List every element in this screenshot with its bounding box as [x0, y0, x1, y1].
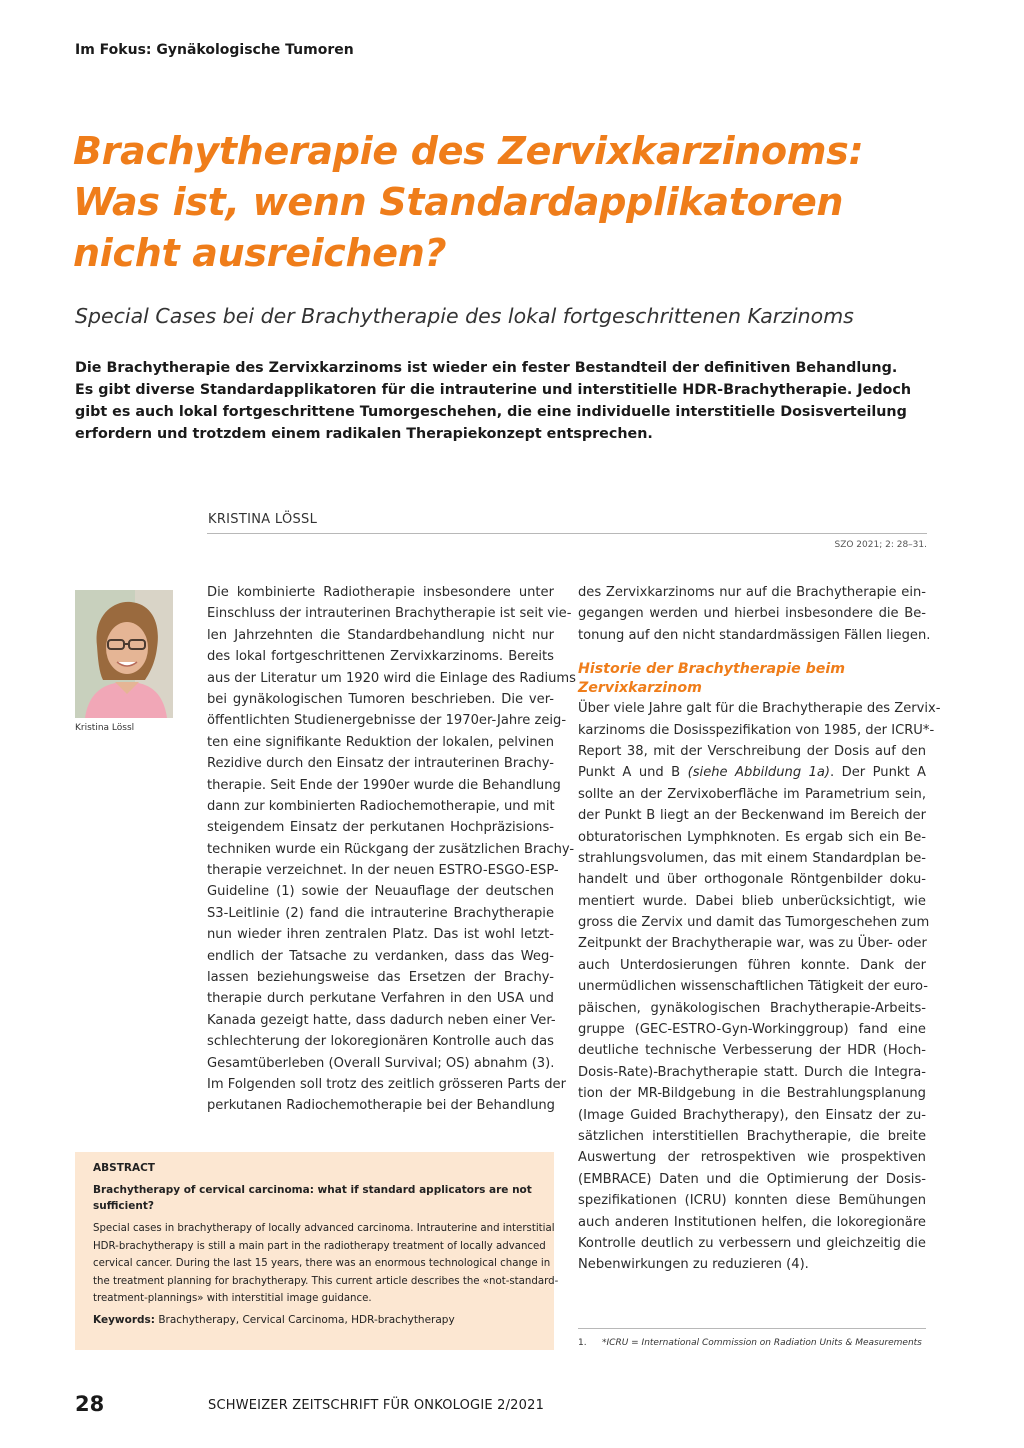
lead-line: Die Brachytherapie des Zervixkarzinoms ist wieder ein fester Bestandteil der definitiven Behandlung. [75, 360, 898, 376]
text-line: Einschluss der intrauterinen Brachytherapie ist seit vie- [207, 606, 572, 622]
text-line: endlich der Tatsache zu verdanken, dass das Weg- [207, 948, 554, 964]
section-heading: Historie der Brachytherapie beim [578, 661, 846, 678]
text-line: strahlungsvolumen, das mit einem Standardplan be- [578, 850, 926, 866]
abstract-body [93, 1220, 559, 1308]
abstract-line: HDR-brachytherapy is still a main part in the radiotherapy treatment of locally advanced [93, 1240, 546, 1252]
article-title [73, 126, 953, 279]
text-line: handelt und über orthogonale Röntgenbilder doku- [578, 872, 926, 888]
citation: SZO 2021; 2: 28–31. [834, 540, 927, 550]
text-line: therapie durch perkutane Verfahren in den USA und [207, 991, 554, 1007]
paragraph-gap [578, 646, 926, 660]
abstract-keywords [93, 1314, 536, 1326]
text-line: öffentlichten Studienergebnisse der 1970er-Jahre zeig- [207, 713, 567, 729]
body-column-1 [207, 582, 576, 1117]
abstract-line: the treatment planning for brachytherapy. This current article describes the «not-standard- [93, 1275, 559, 1287]
body-column-2 [578, 582, 941, 1276]
text-line: Report 38, mit der Verschreibung der Dosis auf den [578, 743, 926, 759]
text-line: techniken wurde ein Rückgang der zusätzlichen Brachy- [207, 841, 575, 857]
text-line: auch anderen Institutionen helfen, die lokoregionäre [578, 1214, 926, 1230]
text-line: lassen beziehungsweise das Ersetzen der Brachy- [207, 970, 554, 986]
text-line: ten eine signifikante Reduktion der lokalen, pelvinen [207, 734, 554, 750]
text-line: tion der MR-Bildgebung in die Bestrahlungsplanung [578, 1086, 926, 1102]
text-line: spezifikationen (ICRU) konnten diese Bemühungen [578, 1193, 926, 1209]
abstract-line: cervical cancer. During the last 15 years, there was an enormous technological change in [93, 1258, 551, 1270]
page-number: 28 [75, 1392, 105, 1416]
text-line: dann zur kombinierten Radiochemotherapie, und mit [207, 798, 555, 814]
figure-reference[interactable]: (siehe Abbildung 1a) [687, 765, 831, 781]
keywords-label: Keywords: [93, 1313, 155, 1326]
author-photo [75, 590, 173, 718]
abstract-title [93, 1182, 536, 1214]
title-line: Brachytherapie des Zervixkarzinoms: [73, 129, 864, 173]
lead-line: Es gibt diverse Standardapplikatoren für die intrauterine und interstitielle HDR-Brachytherapie. Jedoch [75, 382, 912, 398]
keywords-list: Brachytherapy, Cervical Carcinoma, HDR-brachytherapy [154, 1313, 455, 1326]
text-line: Im Folgenden soll trotz des zeitlich grösseren Parts der [207, 1076, 566, 1092]
photo-caption: Kristina Lössl [75, 723, 135, 733]
lead-line: gibt es auch lokal fortgeschrittene Tumorgeschehen, die eine individuelle interstitielle Dosisverteilung [75, 404, 907, 420]
footnote-divider [578, 1328, 926, 1329]
text-line: des Zervixkarzinoms nur auf die Brachytherapie ein- [578, 585, 926, 600]
text-line: Kanada gezeigt hatte, dass dadurch neben einer Ver- [207, 1012, 556, 1028]
text-line: aus der Literatur um 1920 wird die Einlage des Radiums [207, 670, 576, 686]
section-heading: Zervixkarzinom [578, 680, 702, 697]
text-line: des lokal fortgeschrittenen Zervixkarzinoms. Bereits [207, 649, 554, 665]
text-line: Zeitpunkt der Brachytherapie war, was zu Über- oder [578, 936, 927, 952]
text-line: nun wieder ihren zentralen Platz. Das ist wohl letzt- [207, 927, 554, 943]
text-line: therapie. Seit Ende der 1990er wurde die Behandlung [207, 777, 561, 793]
text-line: Kontrolle deutlich zu verbessern und gleichzeitig die [578, 1235, 926, 1251]
abstract-box [75, 1152, 559, 1350]
text-line: Guideline (1) sowie der Neuauflage der deutschen [207, 884, 554, 900]
text-line: schlechterung der lokoregionären Kontrolle auch das [207, 1034, 554, 1050]
text-line: S3-Leitlinie (2) fand die intrauterine Brachytherapie [207, 905, 554, 921]
text-line: sollte an der Zervixoberfläche im Parametrium sein, [578, 786, 926, 802]
footnote [578, 1338, 922, 1348]
title-line: Was ist, wenn Standardapplikatoren [73, 180, 844, 224]
lead-paragraph [75, 357, 935, 445]
text-line: Rezidive durch den Einsatz der intrauterinen Brachy- [207, 756, 554, 772]
abstract-title-line: Brachytherapy of cervical carcinoma: what if standard applicators are not [93, 1184, 532, 1196]
article-subtitle: Special Cases bei der Brachytherapie des lokal fortgeschrittenen Karzinoms [75, 304, 854, 328]
text-line: deutliche technische Verbesserung der HDR (Hoch- [578, 1043, 926, 1059]
text-line: therapie verzeichnet. In der neuen ESTRO-ESGO-ESP- [207, 863, 559, 879]
text-line: päischen, gynäkologischen Brachytherapie-Arbeits- [578, 1000, 926, 1016]
footnote-text: *ICRU = International Commission on Radiation Units & Measurements [602, 1338, 922, 1348]
text-line: der Punkt B liegt an der Beckenwand im Bereich der [578, 808, 926, 824]
abstract-heading: ABSTRACT [93, 1162, 155, 1174]
author-divider [207, 533, 927, 534]
section-label: Im Fokus: Gynäkologische Tumoren [75, 42, 354, 58]
text-line: karzinoms die Dosisspezifikation von 1985, der ICRU*- [578, 722, 935, 738]
text-line: sätzlichen interstitiellen Brachytherapie, die breite [578, 1128, 926, 1144]
text-fragment: Punkt A und B [578, 765, 681, 781]
abstract-line: Special cases in brachytherapy of locally advanced carcinoma. Intrauterine and interstitial [93, 1223, 555, 1234]
text-line: gegangen werden und hierbei insbesondere die Be- [578, 606, 926, 622]
text-line: Die kombinierte Radiotherapie insbesondere unter [207, 585, 554, 600]
author-portrait-image [75, 590, 173, 718]
text-line: Gesamtüberleben (Overall Survival; OS) abnahm (3). [207, 1055, 555, 1071]
text-line: len Jahrzehnten die Standardbehandlung nicht nur [207, 627, 554, 643]
text-line: (Image Guided Brachytherapy), den Einsatz der zu- [578, 1107, 926, 1123]
text-line: (EMBRACE) Daten und die Optimierung der Dosis- [578, 1171, 926, 1187]
text-line: gross die Zervix und damit das Tumorgeschehen zum [578, 915, 930, 931]
text-line: unermüdlichen wissenschaftlichen Tätigkeit der euro- [578, 979, 928, 995]
lead-line: erfordern und trotzdem einem radikalen Therapiekonzept entsprechen. [75, 426, 653, 442]
text-line: bei gynäkologischen Tumoren beschrieben. Die ver- [207, 691, 554, 707]
text-line: Nebenwirkungen zu reduzieren (4). [578, 1257, 809, 1273]
text-line: gruppe (GEC-ESTRO-Gyn-Workinggroup) fand eine [578, 1022, 926, 1038]
text-line: Über viele Jahre galt für die Brachytherapie des Zervix- [578, 701, 941, 717]
text-line: tonung auf den nicht standardmässigen Fällen liegen. [578, 627, 931, 643]
journal-name: SCHWEIZER ZEITSCHRIFT FÜR ONKOLOGIE 2/2021 [208, 1398, 545, 1413]
text-line: obturatorischen Lymphknoten. Es ergab sich ein Be- [578, 829, 926, 845]
text-line: auch Unterdosierungen führen konnte. Dank der [578, 957, 926, 973]
abstract-line: treatment-plannings» with interstitial image guidance. [93, 1293, 372, 1305]
abstract-title-line: sufficient? [93, 1200, 154, 1212]
text-line: Dosis-Rate)-Brachytherapie statt. Durch die Integra- [578, 1064, 926, 1080]
author-name: KRISTINA LÖSSL [208, 512, 318, 527]
text-line: perkutanen Radiochemotherapie bei der Behandlung [207, 1098, 555, 1114]
text-line-with-figure-ref [578, 762, 926, 783]
text-line: steigendem Einsatz der perkutanen Hochpräzisions- [207, 820, 554, 836]
text-fragment: . Der Punkt A [830, 765, 927, 781]
text-line: Auswertung der retrospektiven wie prospektiven [578, 1150, 926, 1166]
title-line: nicht ausreichen? [73, 231, 447, 275]
footnote-number: 1. [578, 1338, 587, 1348]
text-line: mentiert wurde. Dabei blieb unberücksichtigt, wie [578, 893, 926, 909]
